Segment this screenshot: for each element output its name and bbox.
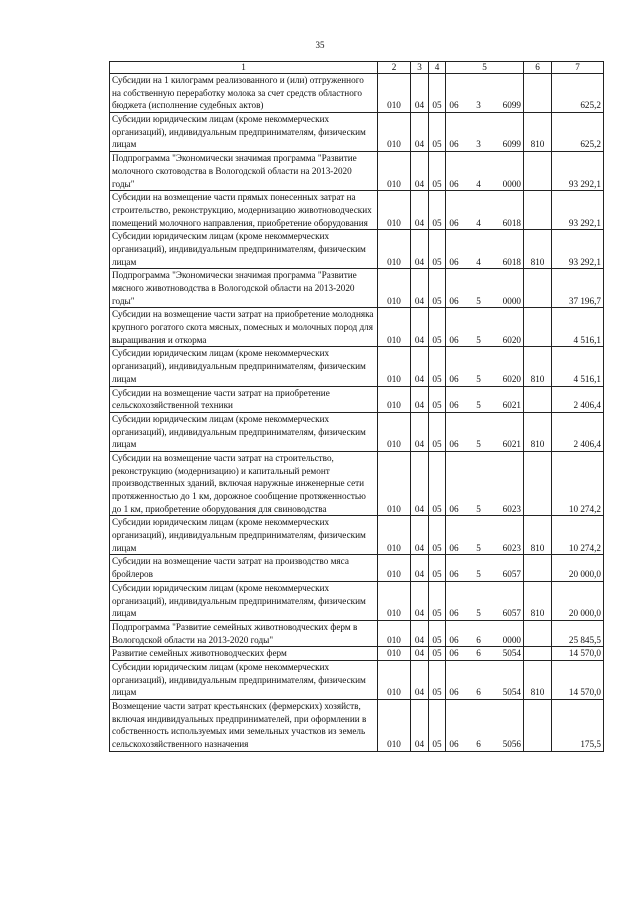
- target-article-code: [446, 516, 524, 555]
- table-row: [110, 700, 604, 752]
- direction-code: 6099: [502, 100, 521, 111]
- direction-code: 6057: [502, 608, 521, 619]
- subprogram-code: 3: [476, 139, 481, 150]
- direction-code: 6018: [502, 217, 521, 228]
- amount: 20 000,0: [552, 581, 604, 620]
- target-article-code: [446, 347, 524, 386]
- table-header-row: [110, 62, 604, 74]
- target-article-code: [446, 581, 524, 620]
- subsection-code: 05: [429, 308, 446, 347]
- subprogram-code: 6: [476, 687, 481, 698]
- ministry-code: 010: [378, 152, 411, 191]
- amount: 4 516,1: [552, 347, 604, 386]
- direction-code: 6020: [502, 334, 521, 345]
- row-name: Субсидии на возмещение части затрат на приобретение сельскохозяйственной техники: [110, 386, 378, 412]
- table-row: [110, 451, 604, 515]
- ministry-code: 010: [378, 451, 411, 515]
- subsection-code: 05: [429, 555, 446, 581]
- section-code: 04: [411, 74, 429, 113]
- expense-type-code: 810: [524, 347, 552, 386]
- ministry-code: 010: [378, 700, 411, 752]
- subsection-code: 05: [429, 516, 446, 555]
- subprogram-code: 5: [476, 334, 481, 345]
- column-header: 5: [446, 62, 524, 74]
- row-name: Субсидии на 1 килограмм реализованного и (или) отгруженного на собственную переработку молока за счет средств областного бюджета (исполнение судебных актов): [110, 74, 378, 113]
- direction-code: 6023: [502, 542, 521, 553]
- section-code: 04: [411, 152, 429, 191]
- amount: 2 406,4: [552, 412, 604, 451]
- ministry-code: 010: [378, 555, 411, 581]
- target-article-code: [446, 647, 524, 661]
- expense-type-code: 810: [524, 230, 552, 269]
- program-code: 06: [449, 503, 459, 514]
- row-name: Субсидии юридическим лицам (кроме некоммерческих организаций), индивидуальным предпринимателям, физическим лицам: [110, 230, 378, 269]
- program-code: 06: [449, 295, 459, 306]
- subprogram-code: 5: [476, 439, 481, 450]
- amount: 4 516,1: [552, 308, 604, 347]
- program-code: 06: [449, 608, 459, 619]
- subprogram-code: 4: [476, 217, 481, 228]
- section-code: 04: [411, 191, 429, 230]
- amount: 10 274,2: [552, 451, 604, 515]
- expense-type-code: [524, 308, 552, 347]
- ministry-code: 010: [378, 230, 411, 269]
- ministry-code: 010: [378, 516, 411, 555]
- section-code: 04: [411, 660, 429, 699]
- target-article-code: [446, 74, 524, 113]
- row-name: Подпрограмма "Экономически значимая программа "Развитие мясного животноводства в Вологодской области на 2013-2020 годы": [110, 269, 378, 308]
- expense-type-code: 810: [524, 113, 552, 152]
- ministry-code: 010: [378, 113, 411, 152]
- subsection-code: 05: [429, 230, 446, 269]
- target-article-code: [446, 308, 524, 347]
- direction-code: 6018: [502, 256, 521, 267]
- program-code: 06: [449, 139, 459, 150]
- direction-code: 0000: [502, 295, 521, 306]
- direction-code: 6023: [502, 503, 521, 514]
- ministry-code: 010: [378, 620, 411, 646]
- table-row: [110, 660, 604, 699]
- section-code: 04: [411, 555, 429, 581]
- program-code: 06: [449, 256, 459, 267]
- row-name: Субсидии на возмещение части затрат на строительство, реконструкцию (модернизацию) и капитальный ремонт производственных зданий, включая наружные инженерные сети протяженностью до 1 км, дорожное сообщение протяженностью до 1 км, приобретение оборудования для свиноводства: [110, 451, 378, 515]
- subsection-code: 05: [429, 269, 446, 308]
- amount: 2 406,4: [552, 386, 604, 412]
- table-row: [110, 74, 604, 113]
- section-code: 04: [411, 620, 429, 646]
- table-row: [110, 347, 604, 386]
- column-header: 2: [378, 62, 411, 74]
- subprogram-code: 4: [476, 256, 481, 267]
- program-code: 06: [449, 439, 459, 450]
- column-header: 3: [411, 62, 429, 74]
- table-row: [110, 555, 604, 581]
- subsection-code: 05: [429, 451, 446, 515]
- amount: 25 845,5: [552, 620, 604, 646]
- program-code: 06: [449, 687, 459, 698]
- amount: 93 292,1: [552, 230, 604, 269]
- expense-type-code: [524, 269, 552, 308]
- amount: 14 570,0: [552, 647, 604, 661]
- amount: 625,2: [552, 74, 604, 113]
- direction-code: 6099: [502, 139, 521, 150]
- table-row: [110, 516, 604, 555]
- target-article-code: [446, 555, 524, 581]
- target-article-code: [446, 451, 524, 515]
- expense-type-code: 810: [524, 581, 552, 620]
- ministry-code: 010: [378, 347, 411, 386]
- direction-code: 6021: [502, 400, 521, 411]
- subsection-code: 05: [429, 386, 446, 412]
- subsection-code: 05: [429, 620, 446, 646]
- target-article-code: [446, 113, 524, 152]
- row-name: Субсидии на возмещение части затрат на приобретение молодняка крупного рогатого скота мясных, помесных и молочных пород для выращивания и откорма: [110, 308, 378, 347]
- table-row: [110, 191, 604, 230]
- subprogram-code: 3: [476, 100, 481, 111]
- subsection-code: 05: [429, 191, 446, 230]
- table-row: [110, 412, 604, 451]
- program-code: 06: [449, 217, 459, 228]
- subprogram-code: 5: [476, 373, 481, 384]
- table-row: [110, 581, 604, 620]
- expense-type-code: [524, 191, 552, 230]
- expense-type-code: [524, 700, 552, 752]
- column-header: 1: [110, 62, 378, 74]
- section-code: 04: [411, 386, 429, 412]
- program-code: 06: [449, 400, 459, 411]
- expense-type-code: [524, 451, 552, 515]
- subprogram-code: 5: [476, 542, 481, 553]
- expense-type-code: [524, 152, 552, 191]
- row-name: Субсидии юридическим лицам (кроме некоммерческих организаций), индивидуальным предпринимателям, физическим лицам: [110, 660, 378, 699]
- amount: 175,5: [552, 700, 604, 752]
- row-name: Субсидии на возмещение части затрат на производство мяса бройлеров: [110, 555, 378, 581]
- direction-code: 6057: [502, 569, 521, 580]
- direction-code: 0000: [502, 178, 521, 189]
- row-name: Развитие семейных животноводческих ферм: [110, 647, 378, 661]
- subsection-code: 05: [429, 581, 446, 620]
- ministry-code: 010: [378, 660, 411, 699]
- table-row: [110, 230, 604, 269]
- subprogram-code: 5: [476, 503, 481, 514]
- target-article-code: [446, 700, 524, 752]
- table-row: [110, 269, 604, 308]
- program-code: 06: [449, 648, 459, 659]
- subsection-code: 05: [429, 113, 446, 152]
- section-code: 04: [411, 347, 429, 386]
- section-code: 04: [411, 308, 429, 347]
- expense-type-code: [524, 386, 552, 412]
- section-code: 04: [411, 581, 429, 620]
- section-code: 04: [411, 451, 429, 515]
- subsection-code: 05: [429, 74, 446, 113]
- row-name: Субсидии юридическим лицам (кроме некоммерческих организаций), индивидуальным предпринимателям, физическим лицам: [110, 113, 378, 152]
- budget-table: [109, 61, 604, 752]
- program-code: 06: [449, 739, 459, 750]
- target-article-code: [446, 386, 524, 412]
- row-name: Подпрограмма "Развитие семейных животноводческих ферм в Вологодской области на 2013-2020 годы": [110, 620, 378, 646]
- ministry-code: 010: [378, 308, 411, 347]
- direction-code: 0000: [502, 634, 521, 645]
- amount: 14 570,0: [552, 660, 604, 699]
- subsection-code: 05: [429, 647, 446, 661]
- program-code: 06: [449, 542, 459, 553]
- direction-code: 5054: [502, 687, 521, 698]
- row-name: Подпрограмма "Экономически значимая программа "Развитие молочного скотоводства в Вологодской области на 2013-2020 годы": [110, 152, 378, 191]
- table-row: [110, 647, 604, 661]
- program-code: 06: [449, 373, 459, 384]
- column-header: 6: [524, 62, 552, 74]
- section-code: 04: [411, 412, 429, 451]
- subprogram-code: 5: [476, 608, 481, 619]
- ministry-code: 010: [378, 191, 411, 230]
- subsection-code: 05: [429, 660, 446, 699]
- section-code: 04: [411, 516, 429, 555]
- target-article-code: [446, 660, 524, 699]
- subprogram-code: 4: [476, 178, 481, 189]
- ministry-code: 010: [378, 269, 411, 308]
- column-header: 7: [552, 62, 604, 74]
- program-code: 06: [449, 100, 459, 111]
- expense-type-code: [524, 620, 552, 646]
- table-row: [110, 152, 604, 191]
- program-code: 06: [449, 178, 459, 189]
- section-code: 04: [411, 700, 429, 752]
- subprogram-code: 5: [476, 569, 481, 580]
- column-header: 4: [429, 62, 446, 74]
- row-name: Субсидии на возмещение части прямых понесенных затрат на строительство, реконструкцию, модернизацию животноводческих помещений молочного направления, приобретение оборудования: [110, 191, 378, 230]
- target-article-code: [446, 230, 524, 269]
- target-article-code: [446, 269, 524, 308]
- expense-type-code: [524, 74, 552, 113]
- direction-code: 5056: [502, 739, 521, 750]
- row-name: Возмещение части затрат крестьянских (фермерских) хозяйств, включая индивидуальных предпринимателей, при оформлении в собственность используемых ими земельных участков из земель сельскохозяйственного назначения: [110, 700, 378, 752]
- expense-type-code: 810: [524, 660, 552, 699]
- subsection-code: 05: [429, 152, 446, 191]
- amount: 10 274,2: [552, 516, 604, 555]
- table-row: [110, 620, 604, 646]
- target-article-code: [446, 152, 524, 191]
- amount: 20 000,0: [552, 555, 604, 581]
- table-row: [110, 386, 604, 412]
- row-name: Субсидии юридическим лицам (кроме некоммерческих организаций), индивидуальным предпринимателям, физическим лицам: [110, 516, 378, 555]
- program-code: 06: [449, 334, 459, 345]
- direction-code: 5054: [502, 648, 521, 659]
- expense-type-code: 810: [524, 412, 552, 451]
- expense-type-code: 810: [524, 516, 552, 555]
- row-name: Субсидии юридическим лицам (кроме некоммерческих организаций), индивидуальным предпринимателям, физическим лицам: [110, 347, 378, 386]
- row-name: Субсидии юридическим лицам (кроме некоммерческих организаций), индивидуальным предпринимателям, физическим лицам: [110, 412, 378, 451]
- subprogram-code: 5: [476, 295, 481, 306]
- section-code: 04: [411, 113, 429, 152]
- direction-code: 6021: [502, 439, 521, 450]
- subprogram-code: 6: [476, 648, 481, 659]
- target-article-code: [446, 412, 524, 451]
- section-code: 04: [411, 647, 429, 661]
- ministry-code: 010: [378, 647, 411, 661]
- expense-type-code: [524, 555, 552, 581]
- table-row: [110, 113, 604, 152]
- subsection-code: 05: [429, 412, 446, 451]
- subsection-code: 05: [429, 700, 446, 752]
- target-article-code: [446, 191, 524, 230]
- subprogram-code: 5: [476, 400, 481, 411]
- amount: 37 196,7: [552, 269, 604, 308]
- amount: 93 292,1: [552, 191, 604, 230]
- ministry-code: 010: [378, 74, 411, 113]
- amount: 93 292,1: [552, 152, 604, 191]
- ministry-code: 010: [378, 581, 411, 620]
- program-code: 06: [449, 634, 459, 645]
- subprogram-code: 6: [476, 739, 481, 750]
- row-name: Субсидии юридическим лицам (кроме некоммерческих организаций), индивидуальным предпринимателям, физическим лицам: [110, 581, 378, 620]
- ministry-code: 010: [378, 386, 411, 412]
- direction-code: 6020: [502, 373, 521, 384]
- target-article-code: [446, 620, 524, 646]
- page-number: 35: [315, 40, 325, 50]
- table-row: [110, 308, 604, 347]
- section-code: 04: [411, 269, 429, 308]
- program-code: 06: [449, 569, 459, 580]
- expense-type-code: [524, 647, 552, 661]
- ministry-code: 010: [378, 412, 411, 451]
- amount: 625,2: [552, 113, 604, 152]
- section-code: 04: [411, 230, 429, 269]
- subsection-code: 05: [429, 347, 446, 386]
- subprogram-code: 6: [476, 634, 481, 645]
